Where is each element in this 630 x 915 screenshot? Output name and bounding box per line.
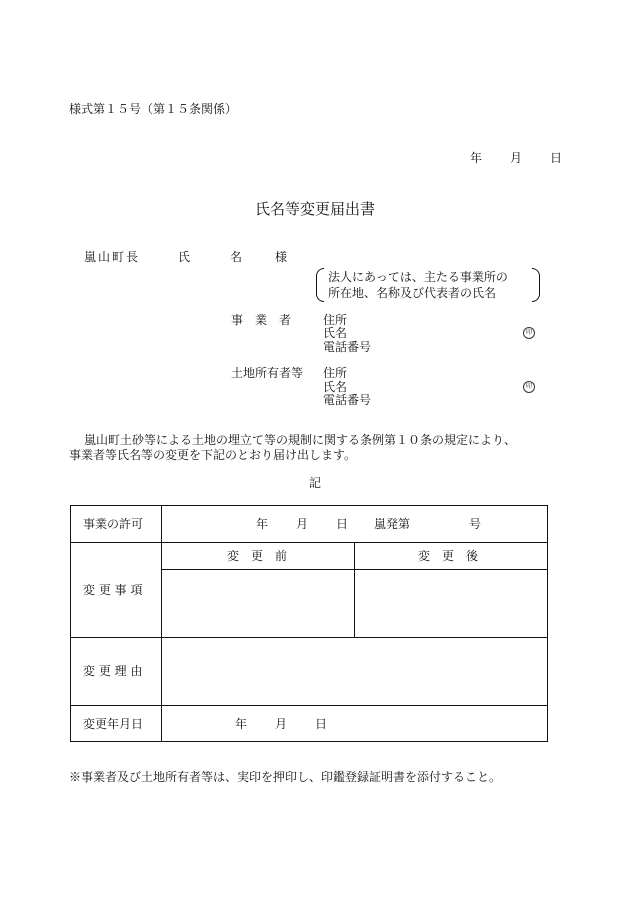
permit-label: 事業の許可 [83, 517, 144, 531]
change-date-year: 年 [235, 717, 248, 731]
footnote: ※事業者及び土地所有者等は、実印を押印し、印鑑登録証明書を添付すること。 [69, 770, 502, 784]
table-divider [71, 542, 547, 543]
bracket-left [316, 268, 324, 302]
corporate-note-line-1: 法人にあっては、主たる事業所の [328, 270, 508, 284]
landowner-name-label: 氏名 [323, 380, 348, 394]
details-table [70, 505, 548, 742]
before-header: 変 更 前 [227, 549, 288, 563]
form-number: 様式第１５号（第１５条関係） [69, 102, 238, 116]
document-title: 氏名等変更届出書 [254, 200, 375, 218]
table-divider [354, 542, 355, 638]
landowner-seal-mark: 印 [523, 381, 535, 393]
change-date-day: 日 [315, 717, 328, 731]
addressee-office: 嵐山町長 [84, 250, 141, 264]
permit-day: 日 [336, 517, 349, 531]
addressee-name-1: 氏 [178, 250, 191, 264]
corporate-note-line-2: 所在地、名称及び代表者の氏名 [328, 286, 497, 300]
permit-year: 年 [256, 517, 269, 531]
landowner-phone-label: 電話番号 [323, 393, 372, 407]
table-divider [161, 506, 162, 741]
business-operator-label: 事 業 者 [231, 313, 292, 327]
after-header: 変 更 後 [418, 549, 479, 563]
bracket-right [532, 268, 540, 302]
change-date-month: 月 [275, 717, 288, 731]
change-date-label: 変更年月日 [83, 717, 144, 731]
change-items-label: 変 更 事 項 [83, 583, 143, 597]
body-line-1: 嵐山町土砂等による土地の埋立て等の規制に関する条例第１０条の規定により、 [84, 433, 517, 447]
business-operator-seal-mark: 印 [523, 327, 535, 339]
permit-number-suffix: 号 [469, 517, 482, 531]
ki-heading: 記 [308, 476, 321, 490]
business-operator-name-label: 氏名 [323, 326, 348, 340]
landowner-label: 土地所有者等 [231, 366, 304, 380]
body-line-2: 事業者等氏名等の変更を下記のとおり届け出します。 [69, 448, 357, 462]
permit-prefix: 嵐発第 [374, 517, 411, 531]
permit-month: 月 [296, 517, 309, 531]
table-divider [71, 637, 547, 638]
addressee-name-2: 名 [230, 250, 243, 264]
date-year: 年 [470, 151, 483, 165]
corporate-note [316, 268, 540, 304]
date-day: 日 [550, 151, 563, 165]
date-month: 月 [510, 151, 523, 165]
business-operator-phone-label: 電話番号 [323, 340, 372, 354]
addressee-honorific: 様 [275, 250, 288, 264]
table-divider [71, 705, 547, 706]
corporate-note-text [328, 269, 508, 301]
landowner-address-label: 住所 [323, 366, 348, 380]
reason-label: 変 更 理 由 [83, 664, 143, 678]
business-operator-address-label: 住所 [323, 313, 348, 327]
